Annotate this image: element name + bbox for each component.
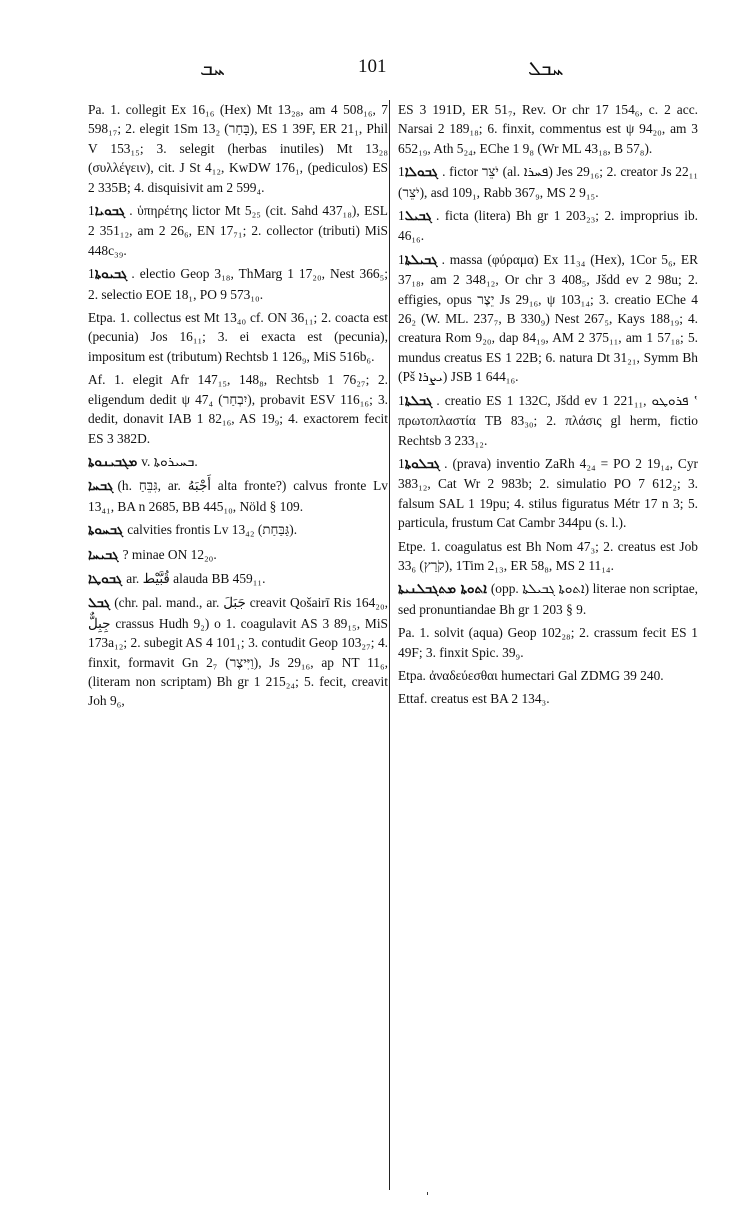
entry-text: Pa. 1. collegit Ex 16₁₆ (Hex) Mt 13₂₈, am 4 508₁₆, 7 598₁₇; 2. elegit 1Sm 13₂ (בָּחַר), ES 1 39F, ER 21₁, Phil V 153₁₅; 3. selegit (herbas inutiles) Mt 13₂₈ (συλλέγειν), cit. J St 4₁₂, KwDW 176₁, (pediculos) ES 2 335B; 4. disquisivit am 2 599₄.: [88, 102, 388, 195]
dictionary-entry: [88, 569, 388, 589]
syriac-lemma: ܓܒܘܝܐ: [94, 204, 126, 220]
dictionary-entry: [398, 579, 698, 619]
entry-text: ES 3 191D, ER 51₇, Rev. Or chr 17 154₆, c. 2 acc. Narsai 2 189₁₈; 6. finxit, commentus est ψ 94₂₀, am 3 652₁₉, Ath 5₂₄, EChe 1 9₈ (Wr ML 43₁₈, B 57₈).: [398, 102, 698, 156]
entry-text: 1. massa (φύραμα) Ex 11₃₄ (Hex), 1Cor 5₆, ER 37₁₈, am 2 348₁₂, Or chr 3 408₅, Jšdd ev 2 98u; 2. effigies, opus יֵצֶר Js 29₁₆, ψ 103₁₄; 3. creatio EChe 4 26₂ (W. ML. 237₇, B 330₉) Nest 267₅, Kays 188₁₉; 4. creatura Rom 9₂₀, dap 84₁₉, AM 2 375₁₁, am 1 57₁₈; 5. mundus creatus ES 1 22B; 6. natura Dt 31₂₁, Symm Bh (Pš ܝܨܪܐ) JSB 1 644₁₆.: [398, 251, 698, 385]
syriac-lemma: ܓܒܠ: [88, 596, 111, 612]
entry-text: v. ܒܚܝܪܘܬܐ.: [141, 453, 198, 469]
dictionary-entry: [88, 520, 388, 540]
entry-text: (h. גִּבֵּחַ, ar. أَجْبَهُ alta fronte?) calvus fronte Lv 13₄₁, BA n 2685, BB 445₁₀, Nöld § 109.: [88, 478, 389, 514]
entry-text: Etpe. 1. coagulatus est Bh Nom 47₃; 2. creatus est Job 33₆ (קֹרַץ), 1Tim 2₁₃, ER 58₈, MS 2 11₁₄.: [398, 538, 698, 573]
left-column: [88, 100, 388, 715]
syriac-lemma: ܓܒܝܠ: [404, 209, 433, 225]
entry-text: 1. ὑπηρέτης lictor Mt 5₂₅ (cit. Sahd 437₁₈), ESL 2 351₁₂, am 2 26₆, EN 17₇₁; 2. collector (tributi) MiS 448c₃₉.: [88, 203, 388, 258]
syriac-lemma: ܡܓܒܝܢܘܬܐ: [88, 454, 138, 470]
dictionary-entry: [88, 452, 388, 472]
entry-text: 1. ficta (litera) Bh gr 1 203₂₃; 2. improprius ib. 46₁₆.: [398, 208, 698, 244]
entry-text: 1. electio Geop 3₁₈, ThMarg 1 17₂₀, Nest 366₅; 2. selectio EOE 18₁, PO 9 573₁₀.: [88, 266, 388, 302]
syriac-lemma: ܐܬܘܬܐ ܡܬܓܒܠܢܝܬܐ: [398, 582, 487, 598]
syriac-lemma: ܓܒܝܘܬܐ: [94, 267, 128, 283]
entry-text: 1. fictor יֹצֵר (al. ܦܚܪܐ) Jes 29₁₆; 2. creator Js 22₁₁ (יֹצֵר), asd 109₁, Rabb 367₉, MS 2 9₁₅.: [398, 164, 698, 200]
syriac-lemma: ܓܒܚܘܬܐ: [88, 523, 124, 539]
entry-text: (chr. pal. mand., ar. جَبَلَ creavit Qošairī Ris 164₂₀, جِبِلٌّ crassus Hudh 9₂) o 1. coagulavit AS 3 89₁₅, MiS 173a₁₂; 2. subegit AS 4 101₁; 3. contudit Geop 103₂₇; 4. finxit, formavit Gn 2₇ (וַיִּיצֶר), Js 29₁₆, ap NT 11₆, (literam non scriptam) Bh gr 1 215₂₄; 5. fecit, creavit Joh 9₆,: [88, 595, 389, 709]
dictionary-entry: [398, 206, 698, 246]
right-running-headword: ܚܒܠ: [528, 56, 564, 80]
footer-mark: ': [426, 1190, 430, 1203]
dictionary-entry: [398, 623, 698, 662]
entry-text: Af. 1. elegit Afr 147₁₅, 148₈, Rechtsb 1 76₂₇; 2. eligendum dedit ψ 47₄ (יִבְחַר), probavit ESV 116₁₆; 3. dedit, donavit IAB 1 82₁₆, AS 19₉; 4. exactorem fecit ES 3 382D.: [88, 372, 388, 446]
dictionary-entry: [398, 454, 698, 533]
dictionary-entry: [88, 201, 388, 260]
left-running-headword: ܚܒ: [200, 56, 225, 80]
dictionary-entry: [398, 391, 698, 450]
syriac-lemma: ܓܒܠܘܬܐ: [404, 456, 441, 472]
entry-text: Etpa. ἀναδεύεσθαι humectari Gal ZDMG 39 240.: [398, 667, 664, 683]
dictionary-entry: [398, 666, 698, 685]
entry-text: 1. creatio ES 1 132C, Jšdd ev 1 221₁₁, ܦܪܘܛܘ ‛ πρωτοπλαστία TB 83₃₀; 2. πλάσις gl herm, fictio Rechtsb 3 233₁₂.: [398, 392, 698, 448]
dictionary-entry: [88, 370, 388, 448]
syriac-lemma: ܓܒܚܐ: [88, 479, 114, 495]
dictionary-entry: [398, 162, 698, 202]
column-divider: [389, 100, 390, 1190]
dictionary-entry: [88, 264, 388, 304]
syriac-lemma: ܓܒܝܠܬܐ: [404, 252, 438, 268]
dictionary-entry: [398, 537, 698, 576]
dictionary-entry: [88, 100, 388, 197]
dictionary-entry: [398, 689, 698, 708]
dictionary-entry: [88, 593, 388, 710]
dictionary-entry: [398, 250, 698, 387]
syriac-lemma: ܓܒܘܛܐ: [88, 571, 123, 587]
right-column: [398, 100, 698, 713]
entry-text: ? minae ON 12₂₀.: [122, 546, 217, 562]
syriac-lemma: ܓܒܘܠܐ: [404, 165, 439, 181]
entry-text: Ettaf. creatus est BA 2 134₃.: [398, 691, 550, 707]
entry-text: Etpa. 1. collectus est Mt 13₄₀ cf. ON 36₁₁; 2. coacta est (pecunia) Jos 16₁₁; 3. ei exacta est (pecunia), impositum est (tributum) Rechtsb 1 126₉, MiS 516b₆.: [88, 310, 388, 364]
syriac-lemma: ܓܒܠܬܐ: [404, 393, 433, 409]
dictionary-entry: [88, 476, 388, 516]
entry-text: calvities frontis Lv 13₄₂ (גַּבַּחַת).: [127, 522, 298, 538]
entry-text: 1. (prava) inventio ZaRh 4₂₄ = PO 2 19₁₄, Cyr 383₁₂, Cat Wr 2 983b; 2. simulatio PO 7 612₂; 3. falsum SAL 1 19pu; 4. stilus figuratus Métr 17 n 3; 5. particula, frustum Cat Cambr 344pu (s. l.).: [398, 455, 698, 531]
entry-text: Pa. 1. solvit (aqua) Geop 102₂₈; 2. crassum fecit ES 1 49F; 3. finxit Spic. 39₉.: [398, 625, 698, 660]
entry-text: ar. قُبَّيْط alauda BB 459₁₁.: [126, 570, 266, 586]
page-number: 101: [358, 56, 387, 77]
dictionary-entry: [398, 100, 698, 158]
dictionary-entry: [88, 308, 388, 366]
page-header: [88, 56, 668, 86]
syriac-lemma: ܓܒܝܚܐ: [88, 547, 119, 563]
dictionary-entry: [88, 545, 388, 565]
entry-text: (opp. ܐܬܘܬܐ ܓܒܝܠܬܐ) literae non scriptae, sed pronuntiandae Bh gr 1 203 § 9.: [398, 581, 698, 617]
